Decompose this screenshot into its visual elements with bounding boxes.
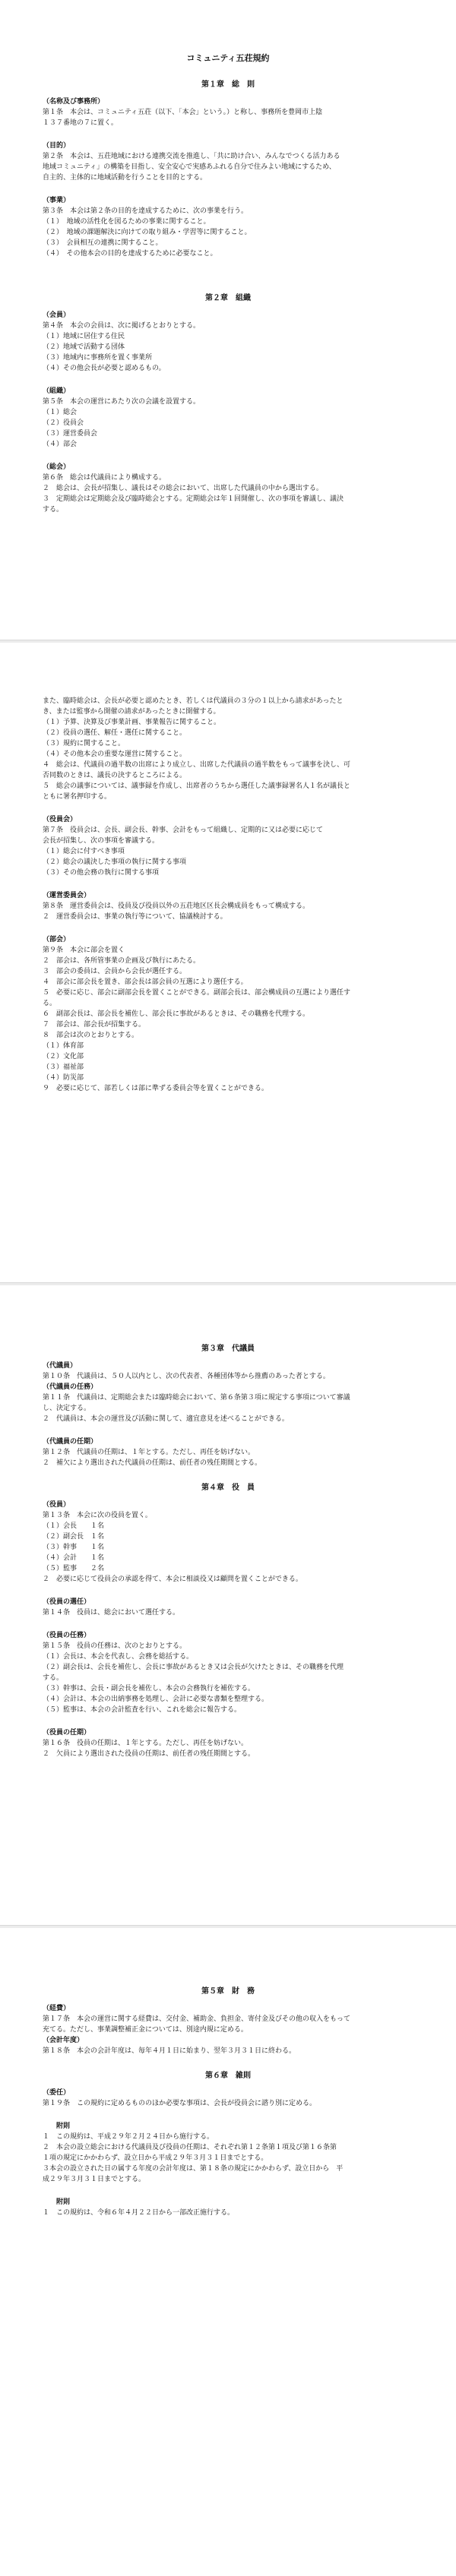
document-page-2 [0, 643, 456, 1283]
article-1-text: 第１条 本会は、コミュニティ五荘（以下、「本会」という。）と称し、事務所を豊岡市上陰 [43, 109, 323, 116]
article-9-item: （２）文化部 [43, 1053, 84, 1060]
supplementary-provision: １ この規約は、令和６年４月２２日から一部改正施行する。 [43, 2209, 235, 2217]
article-12-text: ２ 補欠により選出された代議員の任期は、前任者の残任期間とする。 [43, 1459, 262, 1467]
article-16-heading: （役員の任期） [43, 1729, 91, 1737]
article-11-text: ２ 代議員は、本会の運営及び活動に関して、適宜意見を述べることができる。 [43, 1415, 289, 1423]
article-4-item: （１）地域に居住する住民 [43, 333, 125, 340]
article-13-item: （４）会計 １名 [43, 1554, 105, 1562]
article-9-text: ７ 部会は、部会長が招集する。 [43, 1021, 146, 1029]
article-13-heading: （役員） [43, 1501, 71, 1509]
article-3-item: （３） 会員相互の連携に関すること。 [43, 239, 163, 247]
article-13-item: （１）会長 １名 [43, 1522, 105, 1530]
article-7-text: 第７条 役員会は、会長、副会長、幹事、会計をもって組織し、定期的に又は必要に応じて [43, 827, 324, 834]
article-15-item: （２）副会長は、会長を補佐し、会長に事故があるとき又は会長が欠けたときは、その職務を代理 [43, 1664, 344, 1671]
article-9-item: （４）防災部 [43, 1074, 84, 1082]
article-5-item: （１）総会 [43, 409, 78, 416]
article-17-text: 第１７条 本会の運営に関する経費は、交付金、補助金、負担金、寄付金及びその他の収入をもって [43, 2015, 351, 2023]
article-6-text: ４ 総会は、代議員の過半数の出席により成立し、出席した代議員の過半数をもって議事を決し、可 [43, 761, 351, 769]
document-page-3 [0, 1285, 456, 1926]
article-2-heading: （目的） [43, 142, 71, 150]
article-6-item: （２）役員の選任、解任・選任に関すること。 [43, 729, 187, 737]
chapter-3-heading: 第３章 代議員 [201, 1345, 255, 1353]
article-15-heading: （役員の任務） [43, 1632, 91, 1639]
article-5-item: （４）部会 [43, 441, 78, 448]
article-3-heading: （事業） [43, 197, 71, 204]
article-13-text: ２ 必要に応じて役員会の承認を得て、本会に相談役又は顧問を置くことができる。 [43, 1576, 302, 1583]
article-15-item: （４）会計は、本会の出納事務を処理し、会計に必要な書類を整理する。 [43, 1696, 269, 1703]
article-13-item: （５）監事 ２名 [43, 1565, 105, 1572]
article-9-text: る。 [43, 1000, 57, 1007]
document-page-1 [0, 0, 456, 640]
article-6-item: （３）規約に関すること。 [43, 740, 125, 748]
article-9-text: ８ 部会は次のとおりとする。 [43, 1032, 139, 1039]
article-9-text: ２ 部会は、各所管事業の企画及び執行にあたる。 [43, 957, 201, 965]
article-9-text: 第９条 本会に部会を置く [43, 947, 125, 954]
article-17-heading: （経費） [43, 2005, 71, 2012]
chapter-4-heading: 第４章 役 員 [201, 1484, 255, 1492]
article-4-item: （２）地域で活動する団体 [43, 343, 125, 351]
article-19-heading: （委任） [43, 2089, 71, 2097]
article-5-item: （３）運営委員会 [43, 430, 98, 438]
article-11-heading: （代議員の任務） [43, 1383, 98, 1391]
article-4-item: （４）その他会長が必要と認めるもの。 [43, 365, 166, 372]
article-9-heading: （部会） [43, 936, 71, 943]
article-9-text: ５ 必要に応じ、部会に副部会長を置くことができる。副部会長は、部会構成員の互選により選任す [43, 989, 351, 997]
chapter-1-heading: 第１章 総 則 [201, 81, 255, 89]
article-9-text: ３ 部会の委員は、会員から会長が選任する。 [43, 968, 187, 975]
chapter-6-heading: 第６章 雑則 [205, 2072, 251, 2080]
article-9-text: ６ 副部会長は、部会長を補佐し、部会長に事故があるときは、その職務を代理する。 [43, 1010, 310, 1018]
article-6-text: また、臨時総会は、会長が必要と認めたとき、若しくは代議員の３分の１以上から請求があったと [43, 697, 344, 705]
article-13-item: （２）副会長 １名 [43, 1533, 105, 1541]
article-4-heading: （会員） [43, 311, 71, 319]
article-4-text: 第４条 本会の会員は、次に掲げるとおりとする。 [43, 322, 201, 330]
article-3-text: 第３条 本会は第２条の目的を達成するために、次の事業を行う。 [43, 207, 249, 215]
supplementary-provisions-heading: 附則 [56, 2198, 71, 2206]
article-9-text: ９ 必要に応じて、部若しくは部に準ずる委員会等を置くことができる。 [43, 1085, 268, 1092]
article-15-item: する。 [43, 1674, 64, 1682]
article-6-item: （１）予算、決算及び事業計画、事業報告に関すること。 [43, 719, 221, 726]
supplementary-provision: １項の規定にかかわらず、設立日から平成２９年３月３１日までとする。 [43, 2154, 268, 2162]
article-13-text: 第１３条 本会に次の役員を置く。 [43, 1512, 152, 1519]
article-10-heading: （代議員） [43, 1362, 78, 1370]
article-8-text: 第８条 運営委員会は、役員及び役員以外の五荘地区区長会構成員をもって構成する。 [43, 902, 310, 910]
article-8-text: ２ 運営委員会は、事業の執行等について、協議検討する。 [43, 913, 227, 921]
article-12-text: 第１２条 代議員の任期は、１年とする。ただし、再任を妨げない。 [43, 1449, 255, 1456]
article-16-text: ２ 欠員により選出された役員の任期は、前任者の残任期間とする。 [43, 1750, 255, 1758]
article-8-heading: （運営委員会） [43, 892, 91, 899]
article-15-item: （３）幹事は、会長・副会長を補佐し、本会の会務執行を補佐する。 [43, 1685, 255, 1693]
document-title: コミュニティ五荘規約 [186, 53, 270, 63]
article-17-text: 充てる。ただし、事業調整補正金については、別途内規に定める。 [43, 2026, 248, 2034]
article-6-item: （４）その他本会の重要な運営に関すること。 [43, 751, 187, 758]
article-7-heading: （役員会） [43, 816, 78, 823]
article-6-heading: （総会） [43, 463, 71, 471]
chapter-5-heading: 第５章 財 務 [201, 1987, 255, 1996]
article-10-text: 第１０条 代議員は、５０人以内とし、次の代表者、各種団体等から推薦のあった者とする。 [43, 1373, 330, 1380]
article-6-text: き、または監事から開催の請求があったときに開催する。 [43, 708, 220, 716]
chapter-2-heading: 第２章 組織 [205, 294, 251, 302]
article-6-text: する。 [43, 506, 64, 514]
article-6-text: ３ 定期総会は定期総会及び臨時総会とする。定期総会は年１回開催し、次の事項を審議し、議決 [43, 495, 344, 503]
article-14-text: 第１４条 役員は、総会において選任する。 [43, 1609, 180, 1617]
article-12-heading: （代議員の任期） [43, 1438, 98, 1446]
article-7-text: 会長が招集し、次の事項を審議する。 [43, 837, 160, 845]
article-7-item: （２）総会の議決した事項の執行に関する事項 [43, 858, 187, 866]
article-5-heading: （組織） [43, 387, 71, 395]
article-2-text: 自主的、主体的に地域活動を行うことを目的とする。 [43, 174, 207, 182]
article-3-item: （２） 地域の課題解決に向けての取り組み・学習等に関すること。 [43, 229, 252, 236]
article-15-item: （５）監事は、本会の会計監査を行い、これを総会に報告する。 [43, 1706, 242, 1714]
article-14-heading: （役員の選任） [43, 1598, 91, 1606]
article-11-text: 第１１条 代議員は、定期総会または臨時総会において、第６条第３項に規定する事項について審議 [43, 1394, 350, 1402]
article-9-text: ４ 部会に部会長を置き、部会長は部会員の互選により選任する。 [43, 978, 248, 986]
article-3-item: （４） その他本会の目的を達成するために必要なこと。 [43, 250, 217, 258]
article-5-text: 第５条 本会の運営にあたり次の会議を設置する。 [43, 398, 201, 406]
article-6-text: ５ 総会の議事については、議事録を作成し、出席者のうちから選任した議事録署名人１名が議長と [43, 782, 350, 790]
article-5-item: （２）役員会 [43, 419, 84, 427]
article-19-text: 第１９条 この規約に定めるもののほか必要な事項は、会長が役員会に諮り別に定める。 [43, 2100, 317, 2107]
supplementary-provision: 成２９年３月３１日までとする。 [43, 2176, 146, 2183]
article-1-text: １３７番地の７に置く。 [43, 119, 118, 127]
article-6-text: ２ 総会は、会長が招集し、議長はその総会において、出席した代議員の中から選出する。 [43, 485, 323, 492]
article-9-item: （１）体育部 [43, 1042, 84, 1050]
article-7-item: （１）総会に付すべき事項 [43, 848, 125, 855]
supplementary-provisions-heading: 附則 [56, 2122, 71, 2130]
article-18-heading: （会計年度） [43, 2037, 84, 2044]
document-page-4 [0, 1928, 456, 2576]
supplementary-provision: ２ 本会の設立総会における代議員及び役員の任期は、それぞれ第１２条第１項及び第１６条第 [43, 2144, 337, 2151]
article-16-text: 第１６条 役員の任期は、１年とする。ただし、再任を妨げない。 [43, 1740, 249, 1747]
article-7-item: （３）その他会務の執行に関する事項 [43, 869, 160, 877]
article-2-text: 地域コミュニティ」の構築を目指し、安全安心で実感あふれる自分で住みよい地域にするため、 [43, 163, 336, 171]
article-11-text: し、決定する。 [43, 1405, 91, 1412]
article-2-text: 第２条 本会は、五荘地域における連携交流を推進し、「共に助け合い、みんなでつくる活力ある [43, 153, 340, 160]
article-1-heading: （名称及び事務所） [43, 98, 105, 106]
article-3-item: （１） 地域の活性化を図るための事業に関すること。 [43, 218, 211, 226]
article-6-text: 否同数のときは、議長の決するところによる。 [43, 772, 187, 779]
supplementary-provision: １ この規約は、平成２９年２月２４日から施行する。 [43, 2133, 214, 2141]
article-15-text: 第１５条 役員の任務は、次のとおりとする。 [43, 1642, 187, 1650]
article-6-text: ともに署名押印する。 [43, 793, 112, 801]
article-15-item: （１）会長は、本会を代表し、会務を総括する。 [43, 1653, 194, 1661]
article-13-item: （３）幹事 １名 [43, 1544, 105, 1551]
supplementary-provision: ３本会の設立された日の属する年度の会計年度は、第１８条の規定にかかわらず、設立日から 平 [43, 2165, 344, 2173]
article-4-item: （３）地域内に事務所を置く事業所 [43, 354, 153, 362]
article-9-item: （３）福祉部 [43, 1064, 84, 1071]
article-18-text: 第１８条 本会の会計年度は、毎年４月１日に始まり、翌年３月３１日に終わる。 [43, 2047, 296, 2055]
article-6-text: 第６条 総会は代議員により構成する。 [43, 474, 166, 482]
